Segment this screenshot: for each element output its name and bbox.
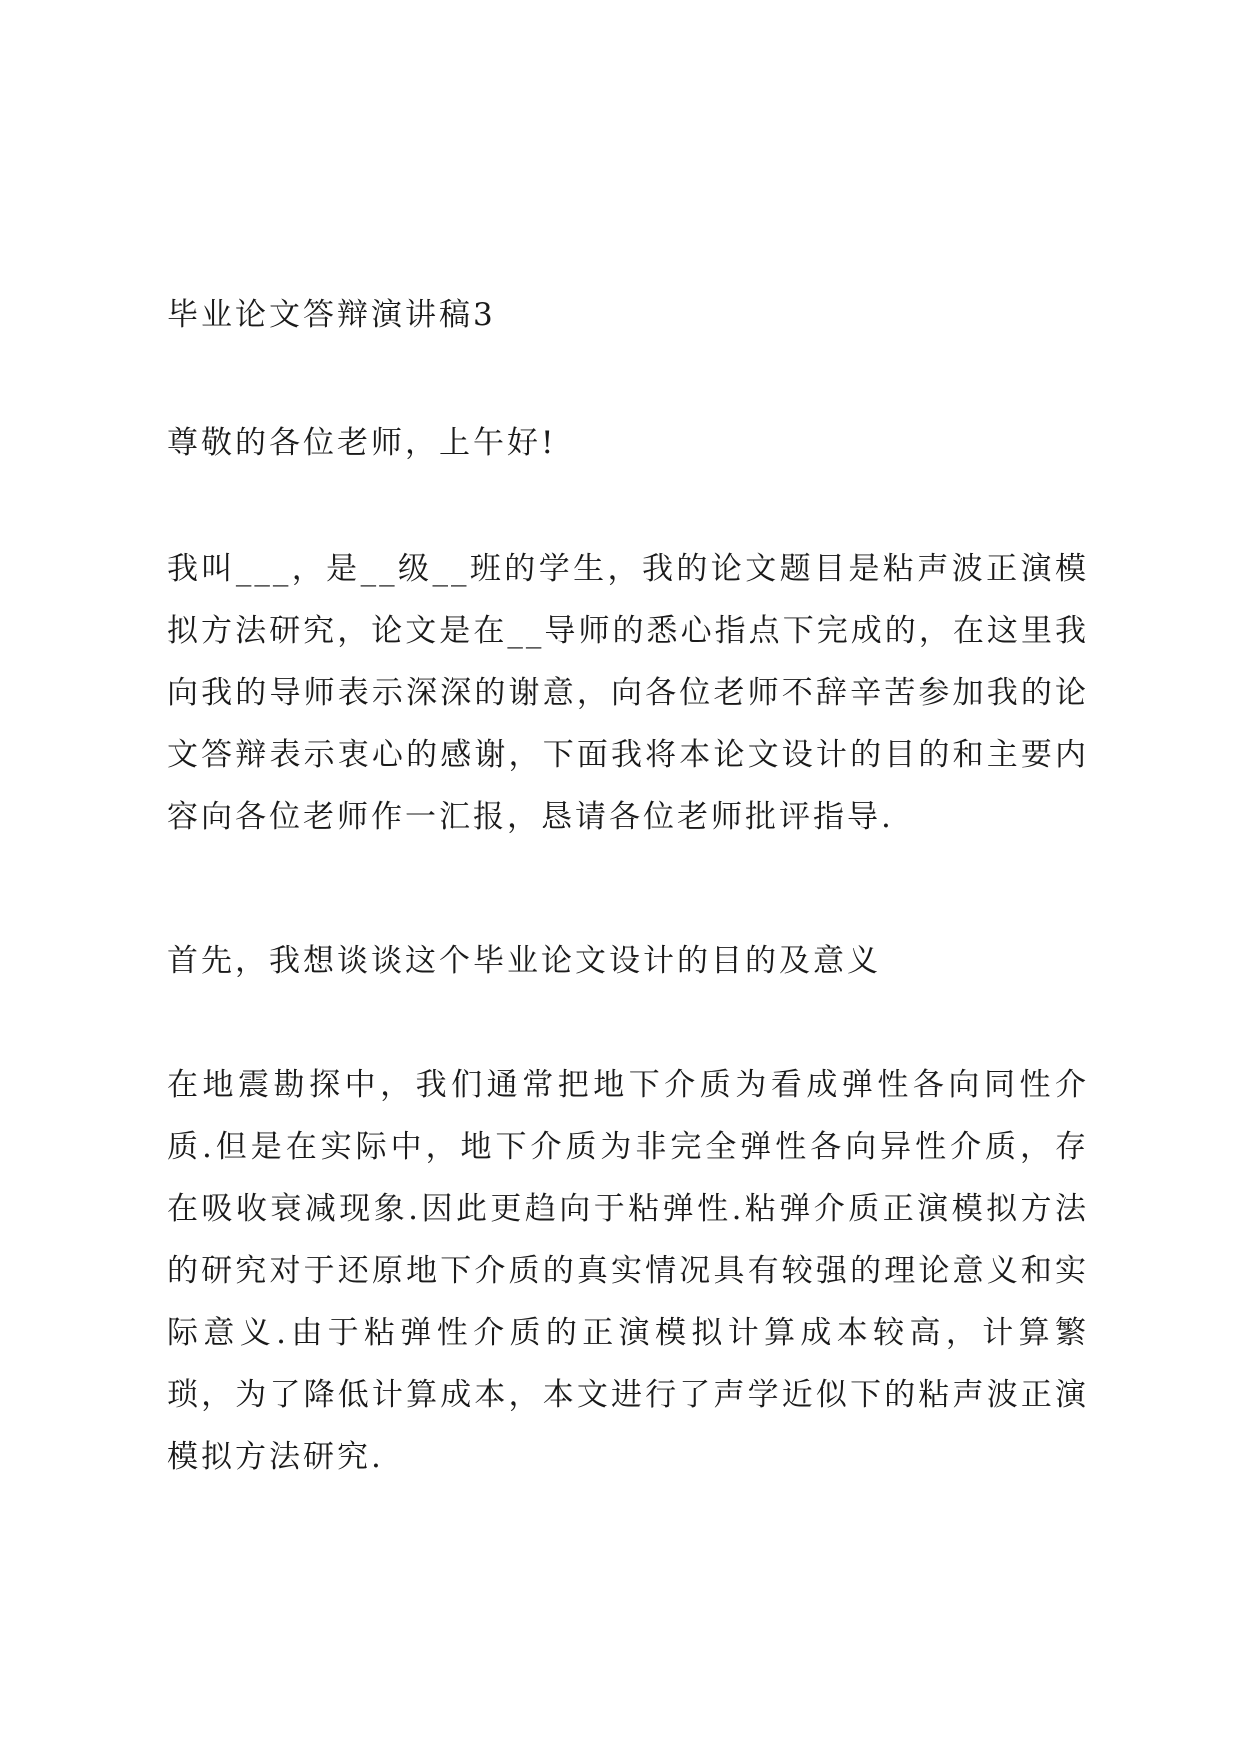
purpose-paragraph: 在地震勘探中，我们通常把地下介质为看成弹性各向同性介质.但是在实际中，地下介质为非完全弹性各向异性介质，存在吸收衰减现象.因此更趋向于粘弹性.粘弹介质正演模拟方法的研究对于还原地下介质的真实情况具有较强的理论意义和实际意义.由于粘弹性介质的正演模拟计算成本较高，计算繁琐，为了降低计算成本，本文进行了声学近似下的粘声波正演模拟方法研究. [167,1067,1089,1475]
document-title: 毕业论文答辩演讲稿3 [167,297,496,333]
greeting-line: 尊敬的各位老师，上午好! [167,425,557,461]
intro-paragraph: 我叫___，是__级__班的学生，我的论文题目是粘声波正演模拟方法研究，论文是在__导师的悉心指点下完成的，在这里我向我的导师表示深深的谢意，向各位老师不辞辛苦参加我的论文答辩表示衷心的感谢，下面我将本论文设计的目的和主要内容向各位老师作一汇报，恳请各位老师批评指导. [167,551,1089,835]
section-heading: 首先，我想谈谈这个毕业论文设计的目的及意义 [167,943,881,979]
